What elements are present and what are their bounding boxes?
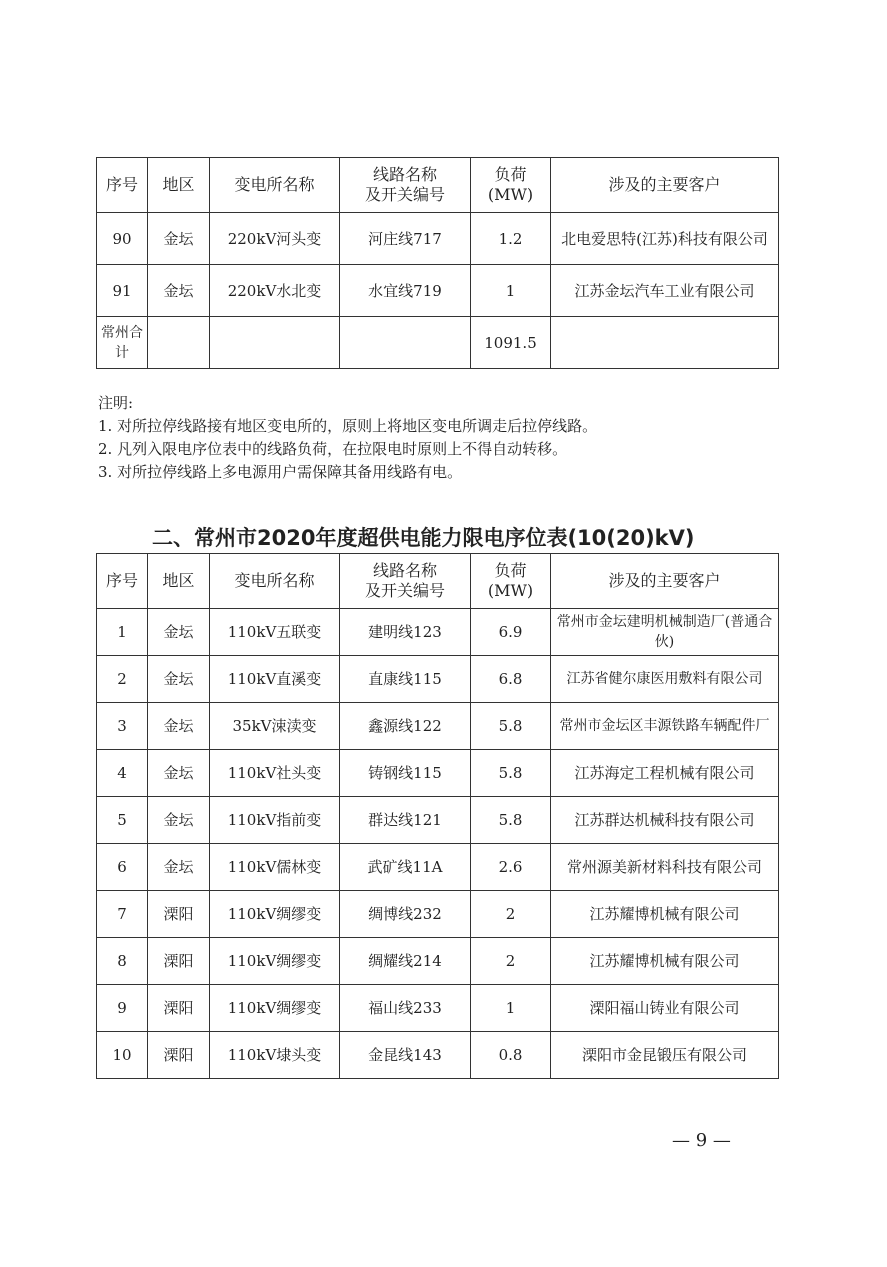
cell-customer: 江苏耀博机械有限公司 — [551, 891, 779, 938]
cell-load: 1 — [471, 265, 551, 317]
notes — [98, 392, 778, 484]
cell-area: 溧阳 — [148, 938, 210, 985]
cell-customer: 江苏省健尔康医用敷料有限公司 — [551, 656, 779, 703]
table-row — [97, 938, 779, 985]
cell-load: 1 — [471, 985, 551, 1032]
note-item: 1. 对所拉停线路接有地区变电所的，原则上将地区变电所调走后拉停线路。 — [98, 417, 598, 435]
cell-line: 水宜线719 — [340, 265, 471, 317]
cell-customer: 江苏群达机械科技有限公司 — [551, 797, 779, 844]
cell-line: 绸博线232 — [340, 891, 471, 938]
cell-seq: 9 — [97, 985, 148, 1032]
cell-seq: 10 — [97, 1032, 148, 1079]
cell-customer: 江苏金坛汽车工业有限公司 — [551, 265, 779, 317]
total-label-1: 常州合 — [101, 324, 143, 341]
header-load — [471, 158, 551, 213]
total-load: 1091.5 — [471, 317, 551, 369]
cell-customer: 常州源美新材料科技有限公司 — [551, 844, 779, 891]
cell-load: 6.9 — [471, 609, 551, 656]
header-load — [471, 554, 551, 609]
cell-load: 1.2 — [471, 213, 551, 265]
table-row — [97, 985, 779, 1032]
cell-customer: 常州市金坛建明机械制造厂(普通合伙) — [551, 609, 779, 656]
header-line-1: 线路名称 — [372, 165, 437, 184]
cell-line: 群达线121 — [340, 797, 471, 844]
cell-station: 110kV指前变 — [210, 797, 340, 844]
cell-station: 110kV绸缪变 — [210, 938, 340, 985]
cell-seq: 1 — [97, 609, 148, 656]
cell-area: 金坛 — [148, 844, 210, 891]
table-row — [97, 797, 779, 844]
cell-customer: 溧阳福山铸业有限公司 — [551, 985, 779, 1032]
note-item: 3. 对所拉停线路上多电源用户需保障其备用线路有电。 — [98, 463, 463, 481]
table-row — [97, 703, 779, 750]
cell-line: 金昆线143 — [340, 1032, 471, 1079]
table-header-row — [97, 554, 779, 609]
total-label-2: 计 — [115, 344, 129, 361]
cell-area: 金坛 — [148, 609, 210, 656]
header-station: 变电所名称 — [210, 554, 340, 609]
table-row — [97, 1032, 779, 1079]
cell-area: 金坛 — [148, 750, 210, 797]
cell-seq: 6 — [97, 844, 148, 891]
cell-load: 5.8 — [471, 703, 551, 750]
header-line-2: 及开关编号 — [364, 581, 445, 600]
header-load-1: 负荷 — [494, 165, 527, 184]
cell-area: 金坛 — [148, 797, 210, 844]
table-row — [97, 844, 779, 891]
table-row — [97, 213, 779, 265]
cell-load: 0.8 — [471, 1032, 551, 1079]
cell-area: 金坛 — [148, 213, 210, 265]
cell-area: 溧阳 — [148, 985, 210, 1032]
cell-area: 金坛 — [148, 703, 210, 750]
header-seq: 序号 — [97, 158, 148, 213]
cell-seq: 5 — [97, 797, 148, 844]
cell-station: 35kV涑渎变 — [210, 703, 340, 750]
page-number: — 9 — — [672, 1130, 731, 1151]
table-2 — [96, 553, 779, 1079]
cell-empty — [148, 317, 210, 369]
cell-empty — [210, 317, 340, 369]
cell-station: 220kV水北变 — [210, 265, 340, 317]
table-row — [97, 656, 779, 703]
cell-load: 5.8 — [471, 750, 551, 797]
cell-seq: 91 — [97, 265, 148, 317]
cell-load: 2 — [471, 891, 551, 938]
cell-seq: 7 — [97, 891, 148, 938]
cell-area: 溧阳 — [148, 891, 210, 938]
cell-line: 福山线233 — [340, 985, 471, 1032]
section-title: 二、常州市2020年度超供电能力限电序位表(10(20)kV) — [152, 526, 695, 550]
cell-line: 绸耀线214 — [340, 938, 471, 985]
cell-empty — [340, 317, 471, 369]
cell-area: 金坛 — [148, 265, 210, 317]
cell-station: 220kV河头变 — [210, 213, 340, 265]
cell-line: 建明线123 — [340, 609, 471, 656]
notes-title: 注明: — [98, 394, 134, 412]
header-seq: 序号 — [97, 554, 148, 609]
cell-customer: 江苏耀博机械有限公司 — [551, 938, 779, 985]
table-row — [97, 891, 779, 938]
cell-area: 溧阳 — [148, 1032, 210, 1079]
header-line — [340, 554, 471, 609]
table-total-row — [97, 317, 779, 369]
note-item: 2. 凡列入限电序位表中的线路负荷，在拉限电时原则上不得自动转移。 — [98, 440, 568, 458]
total-label — [97, 317, 148, 369]
cell-station: 110kV儒林变 — [210, 844, 340, 891]
table-row — [97, 265, 779, 317]
cell-seq: 4 — [97, 750, 148, 797]
header-line — [340, 158, 471, 213]
table-row — [97, 609, 779, 656]
cell-station: 110kV埭头变 — [210, 1032, 340, 1079]
cell-empty — [551, 317, 779, 369]
header-load-2: (MW) — [487, 185, 534, 204]
header-area: 地区 — [148, 158, 210, 213]
cell-customer: 江苏海定工程机械有限公司 — [551, 750, 779, 797]
cell-line: 鑫源线122 — [340, 703, 471, 750]
cell-customer: 常州市金坛区丰源铁路车辆配件厂 — [551, 703, 779, 750]
cell-area: 金坛 — [148, 656, 210, 703]
cell-seq: 90 — [97, 213, 148, 265]
header-customer: 涉及的主要客户 — [551, 158, 779, 213]
cell-station: 110kV绸缪变 — [210, 985, 340, 1032]
header-station: 变电所名称 — [210, 158, 340, 213]
cell-customer: 北电爱思特(江苏)科技有限公司 — [551, 213, 779, 265]
header-customer: 涉及的主要客户 — [551, 554, 779, 609]
header-load-1: 负荷 — [494, 561, 527, 580]
header-line-2: 及开关编号 — [364, 185, 445, 204]
cell-seq: 2 — [97, 656, 148, 703]
cell-load: 2 — [471, 938, 551, 985]
cell-line: 铸钢线115 — [340, 750, 471, 797]
header-line-1: 线路名称 — [372, 561, 437, 580]
cell-load: 6.8 — [471, 656, 551, 703]
table-row — [97, 750, 779, 797]
table-1 — [96, 157, 779, 369]
table-header-row — [97, 158, 779, 213]
cell-station: 110kV社头变 — [210, 750, 340, 797]
cell-customer: 溧阳市金昆锻压有限公司 — [551, 1032, 779, 1079]
cell-load: 2.6 — [471, 844, 551, 891]
cell-line: 河庄线717 — [340, 213, 471, 265]
cell-station: 110kV直溪变 — [210, 656, 340, 703]
cell-seq: 3 — [97, 703, 148, 750]
header-area: 地区 — [148, 554, 210, 609]
cell-seq: 8 — [97, 938, 148, 985]
header-load-2: (MW) — [487, 581, 534, 600]
cell-station: 110kV五联变 — [210, 609, 340, 656]
cell-line: 直康线115 — [340, 656, 471, 703]
cell-line: 武矿线11A — [340, 844, 471, 891]
cell-station: 110kV绸缪变 — [210, 891, 340, 938]
cell-load: 5.8 — [471, 797, 551, 844]
